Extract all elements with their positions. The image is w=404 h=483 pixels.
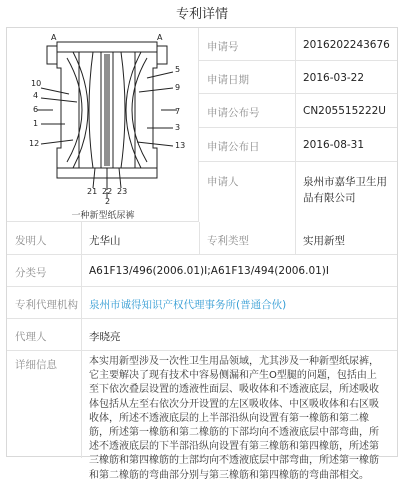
detail-line: 收体，所述不透液底层的上半部沿纵向设置有第一橡筋和第二橡 [89,412,369,424]
page-title: 专利详情 [175,6,228,22]
detail-line: 至下依次叠层设置的透液性面层、吸收体和不透液底层，所述吸收 [89,384,379,396]
callout-6: 6 [33,105,39,114]
drawing-caption: 一种新型纸尿裤 [71,211,135,221]
publication-date-label: 申请公布日 [207,141,260,153]
callout-1: 1 [33,119,39,128]
applicant-label: 申请人 [207,176,239,188]
agency-link[interactable]: 泉州市诚得知识产权代理事务所(普通合伙) [89,299,287,311]
classification-value: A61F13/496(2006.01)I;A61F13/494(2006.01)I [89,265,330,277]
callout-12: 12 [29,139,40,148]
patent-detail-table [6,27,398,481]
row-application-date [199,61,397,94]
detail-line: 述不透液底层的下半部沿纵向设置有第三橡筋和第四橡筋，所述第 [89,441,379,453]
row-detail [7,351,397,481]
publication-date-value: 2016-08-31 [303,139,365,151]
detail-label: 详细信息 [15,359,57,371]
patent-type-value: 实用新型 [303,235,345,247]
patent-drawing-cell [7,28,199,222]
classification-label: 分类号 [15,267,47,279]
agent-label: 代理人 [15,331,47,343]
row-application-number [199,28,397,61]
row-agent [7,319,397,351]
callout-5: 5 [175,65,181,74]
application-number-label: 申请号 [207,41,239,53]
detail-line: 体包括从左至右依次分开设置的左区吸收体、中区吸收体和右区吸 [89,398,379,410]
detail-line: 它主要解决了现有技术中容易侧漏和产生O型腿的问题，包括由上 [89,370,377,382]
patent-drawing [7,28,199,208]
row-agency [7,287,397,319]
application-date-value: 2016-03-22 [303,72,365,84]
inventor-value: 尤华山 [89,235,121,247]
inventor-label: 发明人 [15,235,47,247]
page-header [0,0,404,24]
row-inventor-type [7,222,397,255]
column-divider [295,28,296,222]
section-mark-a-right: A [157,33,163,42]
applicant-link-line2[interactable]: 品有限公司 [303,192,356,204]
row-applicant [199,162,397,222]
detail-line: 筋，所述第一橡筋和第二橡筋的下部均向不透液底层中部弯曲，所 [89,427,379,439]
row-divider [295,222,296,255]
patent-summary-panel [199,28,397,222]
row-publication-number [199,94,397,128]
detail-line: 三橡筋和第四橡筋的上部均向不透液底层中部弯曲，所述第一橡筋 [89,455,379,467]
callout-2: 2 [105,197,111,206]
detail-text [89,355,395,483]
callout-3: 3 [175,123,181,132]
application-date-label: 申请日期 [207,74,249,86]
callout-22: 22 [102,187,113,196]
callout-21: 21 [87,187,98,196]
callout-23: 23 [117,187,128,196]
publication-number-label: 申请公布号 [207,107,260,119]
callout-9: 9 [175,83,181,92]
callout-4: 4 [33,91,39,100]
callout-7: 7 [175,107,181,116]
patent-type-label: 专利类型 [207,235,249,247]
row-divider [199,222,200,255]
callout-13: 13 [175,141,186,150]
row-publication-date [199,128,397,162]
row-classification [7,255,397,287]
applicant-link-line1[interactable]: 泉州市嘉华卫生用 [303,176,387,188]
detail-line: 本实用新型涉及一次性卫生用品领域，尤其涉及一种新型纸尿裤， [89,356,379,367]
agency-label: 专利代理机构 [15,299,78,311]
callout-10: 10 [31,79,42,88]
section-mark-a-left: A [51,33,57,42]
application-number-value: 2016202243676 [303,39,390,51]
detail-line: 和第二橡筋的弯曲部分别与第三橡筋和第四橡筋的弯曲部相交。 [89,469,369,481]
agent-value: 李晓亮 [89,331,121,343]
publication-number-value: CN205515222U [303,105,386,117]
label-column-divider [81,222,82,458]
